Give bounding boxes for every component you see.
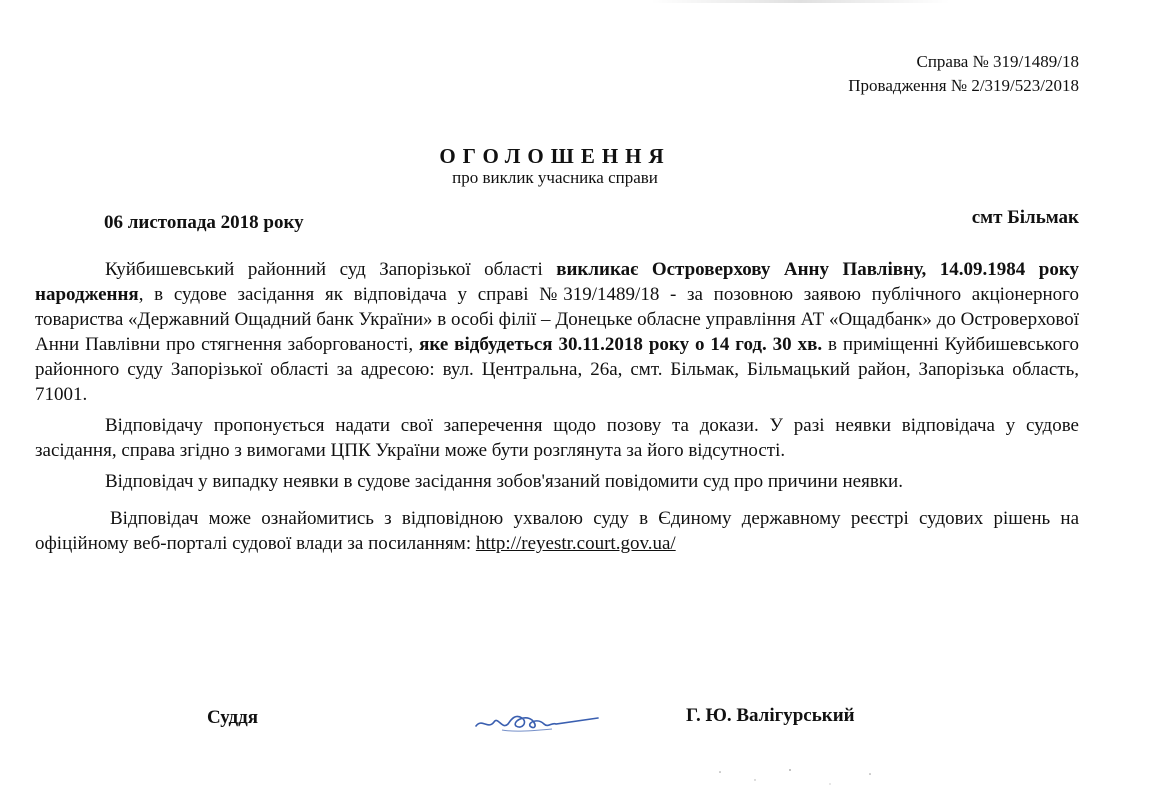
document-title: ОГОЛОШЕННЯ [439,144,671,168]
document-body [35,257,1079,556]
document-place: смт Більмак [971,207,1079,228]
document-subtitle: про виклик учасника справи [452,168,658,187]
case-number: Справа № 319/1489/18 [916,52,1079,71]
scan-specks [700,762,900,792]
scan-edge-shadow [650,0,950,3]
summons-court: Куйбишевський районний суд Запорізької області [105,259,557,280]
signature-icon [472,700,602,740]
registry-text: Відповідач може ознайомитись з відповідною ухвалою суду в Єдиному державному реєстрі судових рішень на офіційному веб-порталі судової влади за посиланням: [35,508,1079,554]
judge-name: Г. Ю. Валігурський [686,705,855,726]
document-date: 06 листопада 2018 року [104,212,304,233]
summons-case: , в судове засідання як відповідача у справі №319/1489/18 - за позовною заявою публічного акціонерного товариства «Державний Ощадний банк України» в особі філії – Донецьке обласне управління АТ «Ощадбанк» до Островерхової Анни Павлівни про стягнення заборгованості, [35,284,1079,355]
summons-person: викликає Островерхову Анну Павлівну, 14.09.1984 року народження [35,259,1080,305]
summons-address: в приміщенні Куйбишевського районного суду Запорізької області за адресою: вул. Центральна, 26а, смт. Більмак, Більмацький район, Запорізька область, 71001. [35,334,1079,405]
paragraph-objections: Відповідачу пропонується надати свої заперечення щодо позову та докази. У разі неявки відповідача у судове засідання, справа згідно з вимогами ЦПК України може бути розглянута за його відсутності. [35,415,1079,461]
summons-hearing-time: яке відбудеться 30.11.2018 року о 14 год. 30 хв. [419,334,823,355]
paragraph-summons [35,257,1079,407]
paragraph-absence-notice: Відповідач у випадку неявки в судове засідання зобов'язаний повідомити суд про причини неявки. [105,471,903,492]
proceeding-number: Провадження № 2/319/523/2018 [848,76,1079,95]
registry-link[interactable]: http://reyestr.court.gov.ua/ [475,533,676,554]
paragraph-registry [35,506,1079,556]
judge-label: Суддя [207,707,259,728]
